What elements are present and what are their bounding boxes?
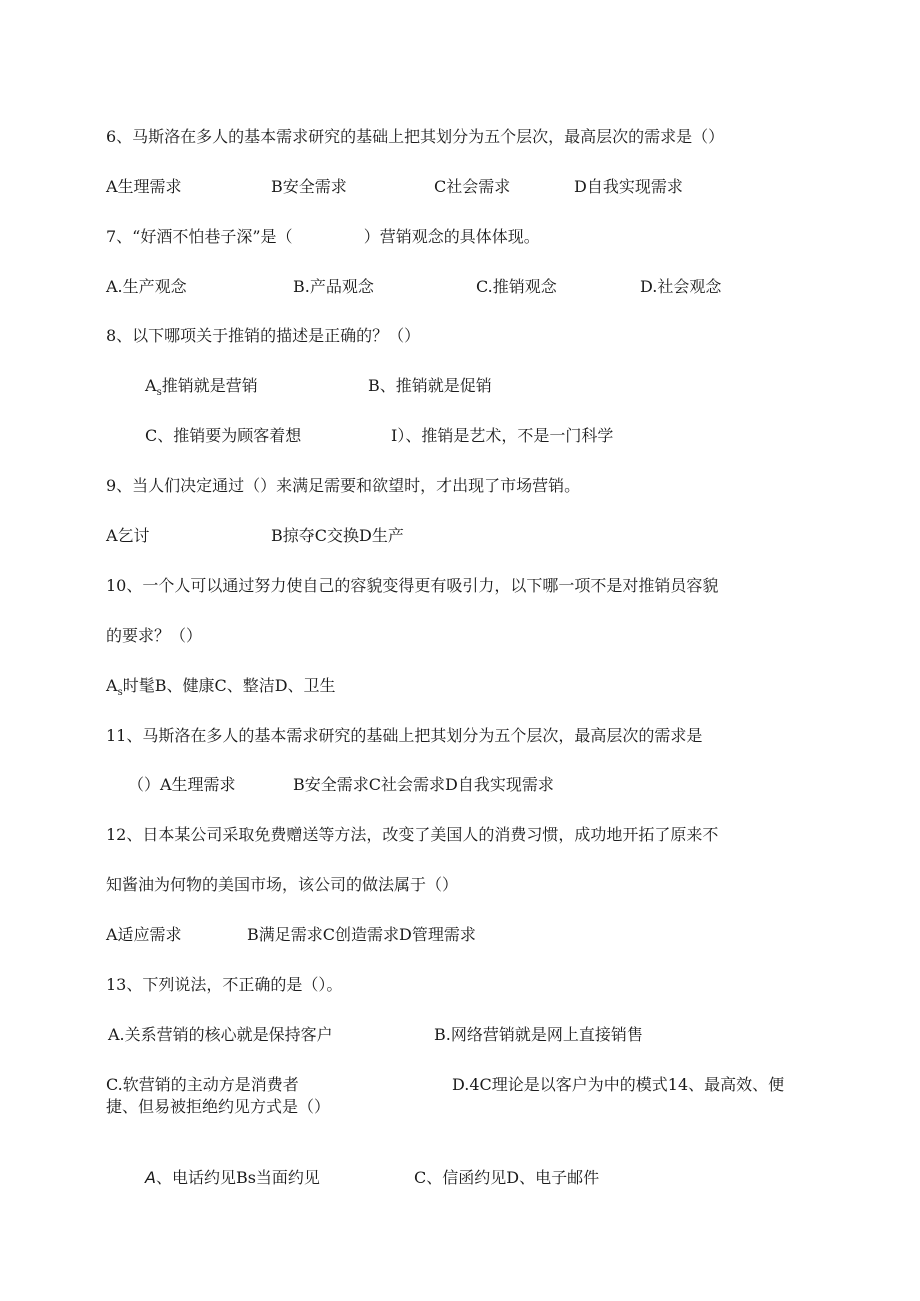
q8-option-d: I）、推销是艺术，不是一门科学 bbox=[391, 426, 614, 445]
q6-option-a: A生理需求 bbox=[106, 177, 182, 196]
q8-option-a-text: 推销就是营销 bbox=[161, 376, 258, 395]
q13-option-a: A.关系营销的核心就是保持客户 bbox=[108, 1025, 333, 1044]
q14-options-cd: C、信函约见D、电子邮件 bbox=[414, 1168, 600, 1187]
q10-option-a-sub: s bbox=[117, 687, 123, 699]
question-10-line-1: 10、一个人可以通过努力使自己的容貌变得更有吸引力，以下哪一项不是对推销员容貌 bbox=[106, 576, 719, 595]
q8-option-b: B、推销就是促销 bbox=[368, 376, 492, 395]
q7-option-a: A.生产观念 bbox=[106, 277, 187, 296]
q10-option-a-letter: A bbox=[106, 676, 118, 695]
q14-option-ab bbox=[145, 1168, 320, 1188]
q6-option-b: B安全需求 bbox=[271, 177, 347, 196]
question-7: 7、“好酒不怕巷子深”是（ ）营销观念的具体体现。 bbox=[106, 227, 540, 246]
q11-options-bcd: B安全需求C社会需求D自我实现需求 bbox=[293, 775, 554, 794]
question-11: 11、马斯洛在多人的基本需求研究的基础上把其划分为五个层次，最高层次的需求是 bbox=[106, 726, 703, 745]
question-14-text: 捷、但易被拒绝约见方式是（） bbox=[106, 1097, 331, 1116]
question-12-line-2: 知酱油为何物的美国市场，该公司的做法属于（） bbox=[106, 875, 459, 894]
q7-option-d: D.社会观念 bbox=[640, 277, 722, 296]
q8-option-c: C、推销要为顾客着想 bbox=[145, 426, 302, 445]
q13-option-c: C.软营销的主动方是消费者 bbox=[106, 1075, 299, 1094]
q12-option-a: A适应需求 bbox=[106, 925, 182, 944]
q8-option-a bbox=[145, 376, 258, 403]
q6-option-c: C社会需求 bbox=[434, 177, 511, 196]
q9-options-bcd: B掠夺C交换D生产 bbox=[271, 526, 404, 545]
q14-option-a-letter: A bbox=[145, 1168, 156, 1187]
q13-option-d-and-q14: D.4C理论是以客户为中的模式14、最高效、便 bbox=[452, 1075, 785, 1094]
question-6: 6、马斯洛在多人的基本需求研究的基础上把其划分为五个层次，最高层次的需求是（） bbox=[106, 127, 725, 146]
q14-option-ab-text: 、电话约见Bs当面约见 bbox=[155, 1168, 320, 1187]
q10-option-text: 时髦B、健康C、整洁D、卫生 bbox=[122, 676, 336, 695]
q12-options-bcd: B满足需求C创造需求D管理需求 bbox=[247, 925, 476, 944]
q6-option-d: D自我实现需求 bbox=[574, 177, 683, 196]
q9-option-a: A乞讨 bbox=[106, 526, 150, 545]
q7-option-b: B.产品观念 bbox=[293, 277, 374, 296]
q13-option-b: B.网络营销就是网上直接销售 bbox=[434, 1025, 643, 1044]
question-9: 9、当人们决定通过（）来满足需要和欲望时，才出现了市场营销。 bbox=[106, 476, 581, 495]
question-13: 13、下列说法，不正确的是（）。 bbox=[106, 975, 343, 994]
question-10-line-2: 的要求？（） bbox=[106, 626, 203, 645]
q8-option-a-sub: s bbox=[156, 387, 162, 399]
question-8: 8、以下哪项关于推销的描述是正确的？（） bbox=[106, 326, 421, 345]
q10-options bbox=[106, 676, 336, 703]
q11-option-a: （）A生理需求 bbox=[128, 775, 236, 794]
q8-option-a-letter: A bbox=[145, 376, 157, 395]
q7-option-c: C.推销观念 bbox=[476, 277, 557, 296]
question-12-line-1: 12、日本某公司采取免费赠送等方法，改变了美国人的消费习惯，成功地开拓了原来不 bbox=[106, 825, 719, 844]
